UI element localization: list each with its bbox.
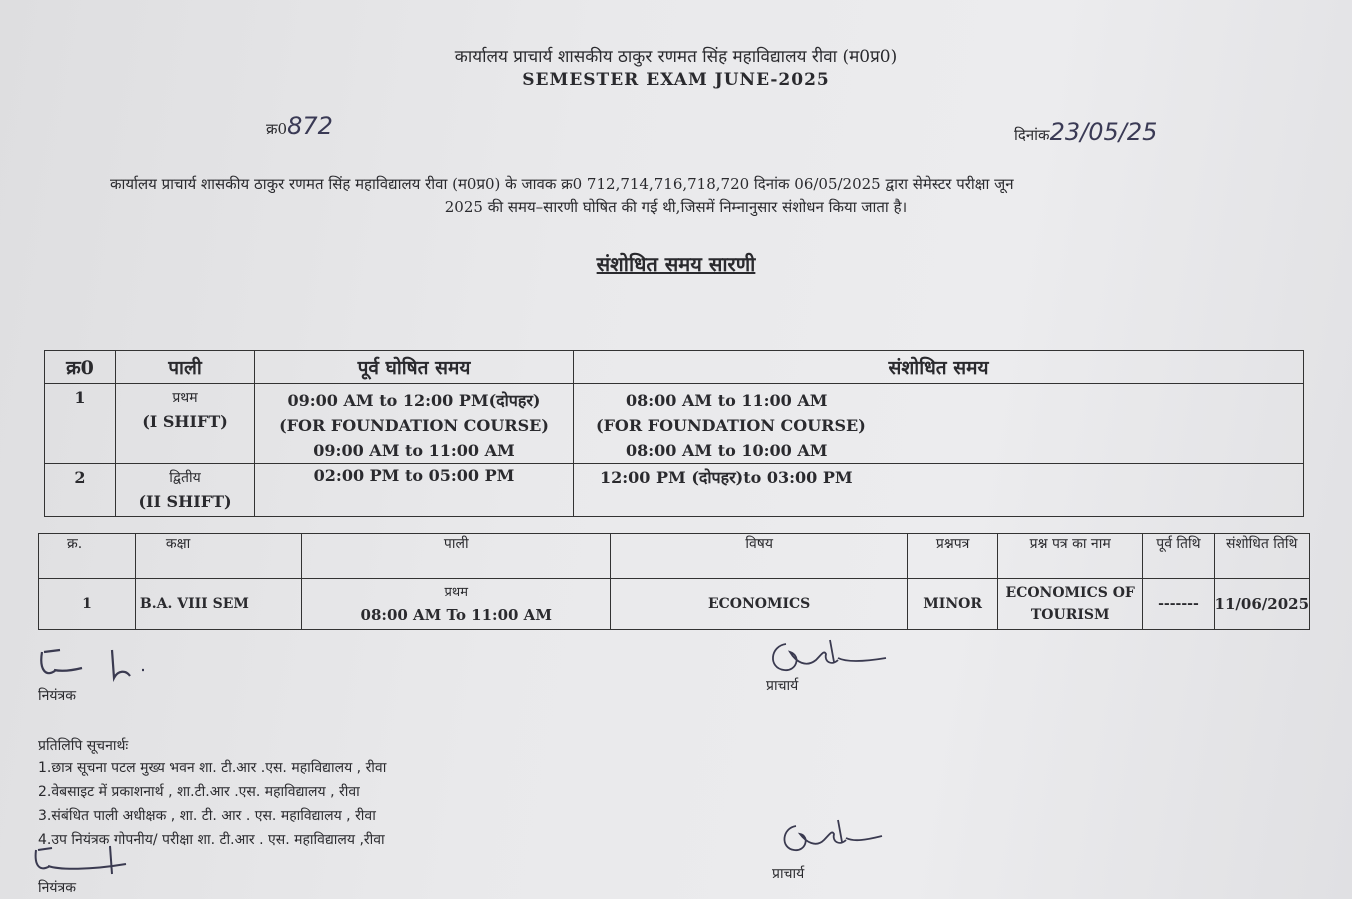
principal-signature-2 — [778, 812, 888, 860]
col-revised-time: संशोधित समय — [574, 351, 1304, 384]
col-previous-time: पूर्व घोषित समय — [255, 351, 574, 384]
table-row: 1 B.A. VIII SEM प्रथम 08:00 AM To 11:00 AM ECONOMICS MINOR ECONOMICS OF TOURISM ------- 11/06/2025 — [39, 579, 1310, 630]
controller-signature-2 — [30, 842, 150, 882]
notice-paragraph-line2: 2025 की समय–सारणी घोषित की गई थी,जिसमें निम्नानुसार संशोधन किया जाता है। — [444, 198, 908, 216]
principal-signature-1 — [766, 632, 896, 680]
office-header: कार्यालय प्राचार्य शासकीय ठाकुर रणमत सिंह महाविद्यालय रीवा (म0प्र0) — [454, 47, 898, 67]
date-field: दिनांक23/05/25 — [1014, 118, 1158, 146]
col-serial: क्र0 — [45, 351, 116, 384]
notice-paragraph-line1: कार्यालय प्राचार्य शासकीय ठाकुर रणमत सिंह महाविद्यालय रीवा (म0प्र0) के जावक क्र0 712,714,716,718,720 दिनांक 06/05/2025 द्वारा सेमेस्टर परीक्षा जून — [110, 175, 1014, 193]
copy-item: 2.वेबसाइट में प्रकाशनार्थ , शा.टी.आर .एस. महाविद्यालय , रीवा — [38, 784, 360, 800]
principal-label-1: प्राचार्य — [766, 678, 799, 694]
copy-item: 3.संबंधित पाली अधीक्षक , शा. टी. आर . एस. महाविद्यालय , रीवा — [38, 808, 376, 824]
principal-label-2: प्राचार्य — [772, 866, 805, 882]
shift-timing-table — [44, 350, 1304, 517]
controller-label-2: नियंत्रक — [38, 880, 76, 896]
paper-table-header: क्र. कक्षा पाली विषय प्रश्नपत्र प्रश्न पत्र का नाम पूर्व तिथि संशोधित तिथि — [39, 534, 1310, 579]
revised-timetable-title: संशोधित समय सारणी — [596, 252, 756, 276]
table-row: 2 द्वितीय (II SHIFT) 02:00 PM to 05:00 PM 12:00 PM (दोपहर)to 03:00 PM — [45, 464, 1304, 517]
col-shift: पाली — [116, 351, 255, 384]
copy-item: 4.उप नियंत्रक गोपनीय/ परीक्षा शा. टी.आर . एस. महाविद्यालय ,रीवा — [38, 832, 385, 848]
controller-signature-1 — [34, 640, 154, 685]
handwritten-date: 23/05/25 — [1049, 118, 1158, 146]
exam-paper-table — [38, 533, 1310, 630]
table-row: 1 प्रथम (I SHIFT) 09:00 AM to 12:00 PM(दोपहर) (FOR FOUNDATION COURSE) 09:00 AM to 11:00 AM 08:00 AM to 11:00 AM (FOR FOUNDATION COURSE) 08:00 AM to 10:00 AM — [45, 384, 1304, 464]
copy-to-heading: प्रतिलिपि सूचनार्थः — [38, 738, 129, 754]
reference-number: क्र0872 — [266, 112, 333, 140]
copy-item: 1.छात्र सूचना पटल मुख्य भवन शा. टी.आर .एस. महाविद्यालय , रीवा — [38, 760, 387, 776]
handwritten-ref-number: 872 — [287, 112, 333, 140]
controller-label-1: नियंत्रक — [38, 688, 76, 704]
shift-table-header — [45, 351, 1304, 384]
exam-title: SEMESTER EXAM JUNE-2025 — [522, 70, 830, 90]
